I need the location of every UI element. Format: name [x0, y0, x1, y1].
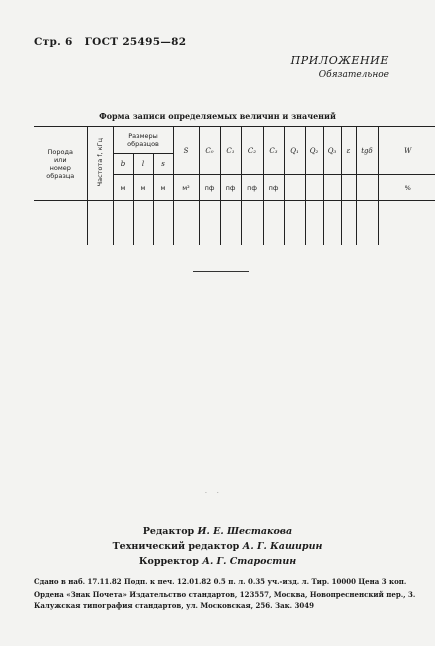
table-cell: [153, 201, 173, 246]
param-C1: C₁: [220, 127, 241, 175]
unit-W: %: [378, 175, 435, 201]
param-W: W: [378, 127, 435, 175]
frequency-column-header: [87, 127, 113, 201]
param-Q3: Q₃: [323, 127, 341, 175]
dim-b: b: [113, 154, 133, 175]
param-C3: C₃: [263, 127, 284, 175]
editor-name: И. Е. Шестакова: [197, 526, 293, 537]
rock-header-label: Порода или номер образца: [46, 147, 75, 180]
unit-b: м: [113, 175, 133, 201]
tech-editor-line: [0, 539, 435, 554]
tech-editor-name: А. Г. Каширин: [242, 541, 323, 552]
table-cell: [173, 201, 199, 246]
table-blank-row: [34, 201, 435, 246]
imprint-line-2: Ордена «Знак Почета» Издательство стандартов, 123557, Москва, Новопресненский пер., 3.: [34, 590, 416, 599]
unit-C1: пф: [220, 175, 241, 201]
table-cell: [284, 201, 305, 246]
table-cell: [356, 201, 378, 246]
dimensions-header-label: Размеры образцов: [127, 132, 159, 148]
dim-s: s: [153, 154, 173, 175]
dimensions-header: [113, 127, 173, 154]
unit-Q3: [323, 175, 341, 201]
table-cell: [133, 201, 153, 246]
table-cell: [263, 201, 284, 246]
table-cell: [323, 201, 341, 246]
table-cell: [34, 201, 87, 246]
unit-Q2: [305, 175, 323, 201]
corrector-role: Корректор: [138, 556, 199, 567]
print-specks: · ·: [205, 490, 223, 497]
unit-Q1: [284, 175, 305, 201]
unit-s: м: [153, 175, 173, 201]
param-Q2: Q₂: [305, 127, 323, 175]
rock-column-header: [34, 127, 87, 201]
unit-tgdelta: [356, 175, 378, 201]
appendix-label: [291, 54, 389, 80]
appendix-subtitle: Обязательное: [318, 70, 389, 80]
corrector-line: [0, 554, 435, 569]
frequency-header-label: Частота f, кГц: [96, 138, 104, 187]
standard-number: ГОСТ 25495—82: [84, 36, 187, 48]
unit-l: м: [133, 175, 153, 201]
table-cell: [87, 201, 113, 246]
table-cell: [305, 201, 323, 246]
param-tgdelta: tgδ: [356, 127, 378, 175]
record-form-table: [34, 126, 435, 245]
imprint-line-1: Сдано в наб. 17.11.82 Подп. к печ. 12.01.82 0.5 п. л. 0.35 уч.-изд. л. Тир. 10000 Цена 3 коп.: [34, 577, 407, 586]
unit-C3: пф: [263, 175, 284, 201]
table-cell: [113, 201, 133, 246]
table-cell: [241, 201, 263, 246]
param-Q1: Q₁: [284, 127, 305, 175]
appendix-title: ПРИЛОЖЕНИЕ: [290, 54, 389, 67]
corrector-name: А. Г. Старостин: [202, 556, 297, 567]
tech-editor-role: Технический редактор: [112, 541, 240, 552]
param-S: S: [173, 127, 199, 175]
unit-C0: пф: [199, 175, 220, 201]
table-cell: [199, 201, 220, 246]
table-title: Форма записи определяемых величин и значений: [99, 111, 336, 121]
imprint-line-3: Калужская типография стандартов, ул. Московская, 256. Зак. 3049: [34, 601, 315, 610]
dim-l: l: [133, 154, 153, 175]
param-C0: C₀: [199, 127, 220, 175]
page-number: Стр. 6: [34, 36, 73, 48]
table-cell: [220, 201, 241, 246]
unit-S: м²: [173, 175, 199, 201]
table-cell: [378, 201, 435, 246]
table-cell: [341, 201, 356, 246]
editor-role: Редактор: [142, 526, 195, 537]
unit-epsilon: [341, 175, 356, 201]
param-C2: C₂: [241, 127, 263, 175]
param-epsilon: ε: [341, 127, 356, 175]
editorial-credits: [0, 524, 435, 569]
editor-line: [0, 524, 435, 539]
end-rule: [193, 271, 249, 272]
page-header: [34, 36, 194, 48]
unit-C2: пф: [241, 175, 263, 201]
